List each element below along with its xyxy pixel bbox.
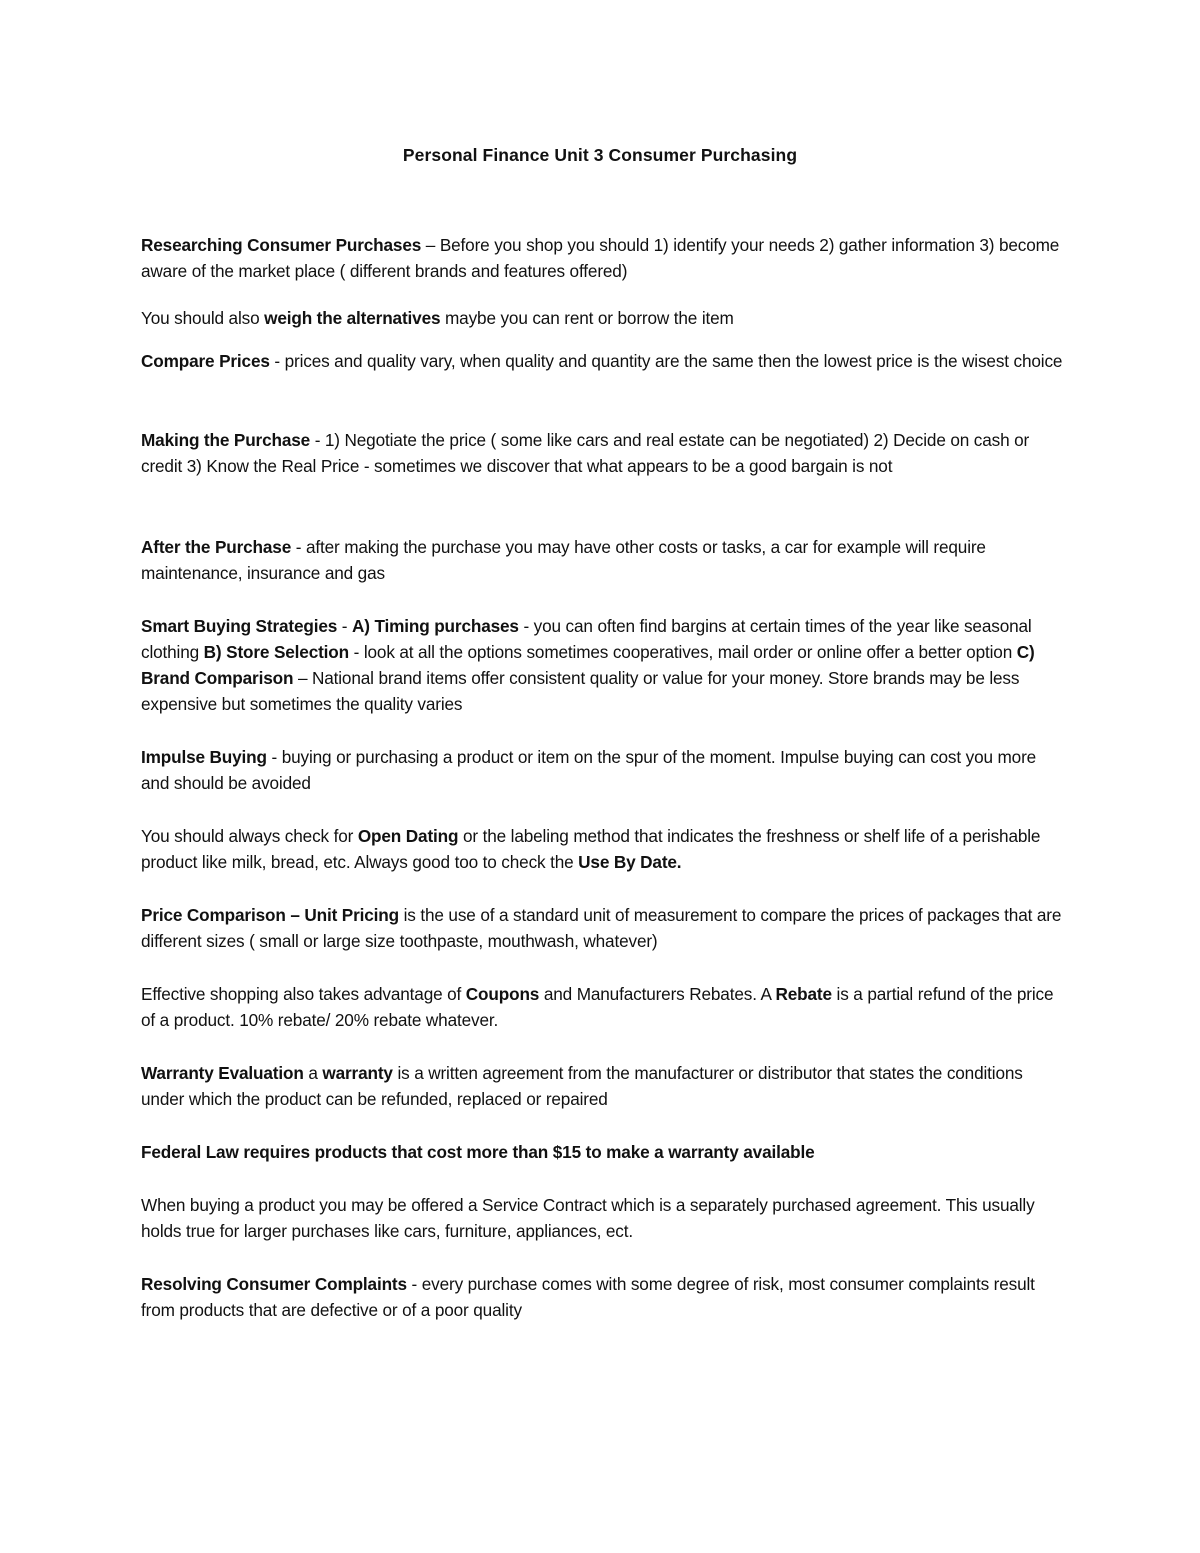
paragraph-price-comparison	[141, 902, 1066, 954]
paragraph-alternatives	[141, 305, 1066, 331]
text-run: is a written agreement from the manufacturer or distributor that states the conditions under which the product can be refunded, replaced or repaired	[141, 1063, 1023, 1109]
text-run: - buying or purchasing a product or item on the spur of the moment. Impulse buying can cost you more and should be avoided	[141, 747, 1037, 793]
paragraph-after-purchase	[141, 534, 1066, 586]
bold-term: B) Store Selection	[203, 642, 350, 662]
text-run: - after making the purchase you may have other costs or tasks, a car for example will require maintenance, insurance and gas	[141, 537, 986, 583]
paragraph-warranty-evaluation	[141, 1060, 1066, 1112]
bold-term: Use By Date.	[578, 852, 682, 872]
bold-term: Impulse Buying	[141, 747, 267, 767]
bold-term: C) Brand Comparison	[141, 642, 1035, 688]
paragraph-researching	[141, 232, 1066, 284]
paragraph-service-contract	[141, 1192, 1066, 1244]
bold-term: Open Dating	[357, 826, 459, 846]
text-run: You should also	[141, 308, 265, 328]
text-run: - 1) Negotiate the price ( some like cars and real estate can be negotiated) 2) Decide on cash or credit 3) Know the Real Price - sometimes we discover that what appears to be a good bargain is not	[141, 430, 1030, 476]
bold-term: Federal Law requires products that cost more than $15 to make a warranty available	[141, 1142, 815, 1162]
paragraph-resolving-complaints	[141, 1271, 1066, 1323]
bold-term: Smart Buying Strategies	[141, 616, 338, 636]
text-run: or the labeling method that indicates the freshness or shelf life of a perishable product like milk, bread, etc. Always good too to check the	[141, 826, 1041, 872]
bold-term: Resolving Consumer Complaints	[141, 1274, 407, 1294]
bold-term: Rebate	[775, 984, 832, 1004]
paragraph-federal-law	[141, 1139, 1066, 1165]
text-run: Effective shopping also takes advantage of	[141, 984, 466, 1004]
bold-term: Warranty Evaluation	[141, 1063, 304, 1083]
bold-term: warranty	[322, 1063, 393, 1083]
text-run: - you can often find bargins at certain times of the year like seasonal clothing	[141, 616, 1032, 662]
paragraph-coupons-rebates	[141, 981, 1066, 1033]
text-run: a	[303, 1063, 323, 1083]
paragraph-smart-buying	[141, 613, 1066, 717]
text-run: – Before you shop you should 1) identify your needs 2) gather information 3) become aware of the market place ( different brands and features offered)	[141, 235, 1060, 281]
text-run: maybe you can rent or borrow the item	[440, 308, 734, 328]
paragraph-impulse-buying	[141, 744, 1066, 796]
bold-term: Price Comparison – Unit Pricing	[141, 905, 399, 925]
text-run: is a partial refund of the price of a product. 10% rebate/ 20% rebate whatever.	[141, 984, 1054, 1030]
bold-term: Coupons	[465, 984, 540, 1004]
text-run: – National brand items offer consistent quality or value for your money. Store brands may be less expensive but sometimes the quality varies	[141, 668, 1020, 714]
paragraph-compare-prices	[141, 348, 1066, 374]
text-run: and Manufacturers Rebates. A	[539, 984, 776, 1004]
bold-term: Making the Purchase	[141, 430, 311, 450]
text-run: - look at all the options sometimes cooperatives, mail order or online offer a better option	[349, 642, 1017, 662]
text-run: When buying a product you may be offered a Service Contract which is a separately purchased agreement. This usually holds true for larger purchases like cars, furniture, appliances, ect.	[141, 1195, 1035, 1241]
document-title: Personal Finance Unit 3 Consumer Purchasing	[402, 145, 798, 165]
bold-term: A) Timing purchases	[352, 616, 519, 636]
paragraph-open-dating	[141, 823, 1066, 875]
text-run: - every purchase comes with some degree of risk, most consumer complaints result from products that are defective or of a poor quality	[141, 1274, 1035, 1320]
text-run: -	[337, 616, 352, 636]
bold-term: Researching Consumer Purchases	[141, 235, 422, 255]
bold-term: weigh the alternatives	[264, 308, 441, 328]
text-run: - prices and quality vary, when quality and quantity are the same then the lowest price is the wisest choice	[269, 351, 1063, 371]
bold-term: Compare Prices	[141, 351, 270, 371]
paragraph-making-purchase	[141, 427, 1066, 479]
text-run: You should always check for	[141, 826, 358, 846]
text-run: is the use of a standard unit of measurement to compare the prices of packages that are different sizes ( small or large size toothpaste, mouthwash, whatever)	[141, 905, 1062, 951]
bold-term: After the Purchase	[141, 537, 292, 557]
